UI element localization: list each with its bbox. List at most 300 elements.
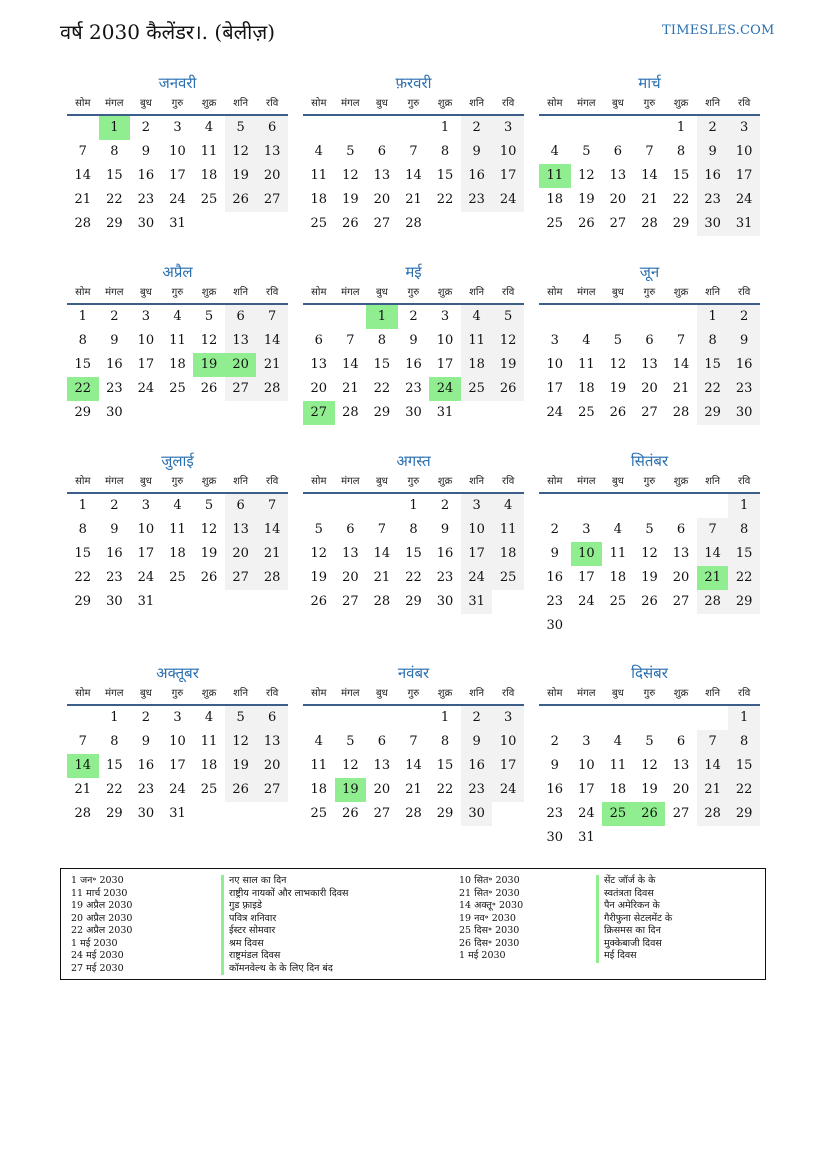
day-cell[interactable]: 6 bbox=[676, 522, 686, 537]
day-cell[interactable]: 24 bbox=[728, 188, 760, 212]
day-cell[interactable]: 9 bbox=[461, 140, 493, 164]
day-cell[interactable]: 13 bbox=[609, 168, 627, 183]
day-cell[interactable]: 11 bbox=[310, 758, 328, 773]
day-cell[interactable]: 31 bbox=[728, 212, 760, 236]
day-cell[interactable]: 15 bbox=[436, 168, 454, 183]
day-cell[interactable]: 25 bbox=[461, 377, 493, 401]
holiday-day-cell[interactable]: 19 bbox=[335, 778, 367, 802]
day-cell[interactable]: 20 bbox=[256, 164, 288, 188]
day-cell[interactable]: 27 bbox=[256, 778, 288, 802]
day-cell[interactable]: 2 bbox=[728, 305, 760, 329]
day-cell[interactable]: 15 bbox=[106, 168, 123, 183]
day-cell[interactable]: 30 bbox=[137, 806, 155, 821]
site-link[interactable]: TIMESLES.COM bbox=[662, 23, 775, 38]
day-cell[interactable]: 31 bbox=[169, 216, 186, 231]
day-cell[interactable]: 28 bbox=[74, 216, 92, 231]
holiday-day-cell[interactable]: 11 bbox=[539, 164, 571, 188]
day-cell[interactable]: 1 bbox=[697, 305, 729, 329]
day-cell[interactable]: 25 bbox=[169, 381, 186, 396]
day-cell[interactable]: 16 bbox=[546, 570, 564, 585]
day-cell[interactable]: 24 bbox=[578, 806, 595, 821]
holiday-day-cell[interactable]: 25 bbox=[602, 802, 634, 826]
day-cell[interactable]: 4 bbox=[550, 144, 559, 159]
day-cell[interactable]: 14 bbox=[641, 168, 658, 183]
day-cell[interactable]: 26 bbox=[609, 405, 627, 420]
day-cell[interactable]: 9 bbox=[697, 140, 729, 164]
day-cell[interactable]: 25 bbox=[310, 806, 328, 821]
day-cell[interactable]: 21 bbox=[641, 192, 658, 207]
day-cell[interactable]: 16 bbox=[461, 164, 493, 188]
day-cell[interactable]: 5 bbox=[225, 706, 257, 730]
day-cell[interactable]: 21 bbox=[256, 542, 288, 566]
day-cell[interactable]: 22 bbox=[436, 782, 454, 797]
day-cell[interactable]: 18 bbox=[461, 353, 493, 377]
day-cell[interactable]: 9 bbox=[110, 333, 119, 348]
day-cell[interactable]: 19 bbox=[225, 164, 257, 188]
day-cell[interactable]: 22 bbox=[106, 782, 123, 797]
day-cell[interactable]: 20 bbox=[641, 381, 658, 396]
day-cell[interactable]: 7 bbox=[697, 730, 729, 754]
day-cell[interactable]: 14 bbox=[405, 168, 422, 183]
day-cell[interactable]: 13 bbox=[256, 730, 288, 754]
day-cell[interactable]: 19 bbox=[641, 570, 658, 585]
day-cell[interactable]: 20 bbox=[373, 782, 391, 797]
day-cell[interactable]: 23 bbox=[546, 806, 564, 821]
day-cell[interactable]: 3 bbox=[141, 309, 151, 324]
day-cell[interactable]: 24 bbox=[546, 405, 564, 420]
day-cell[interactable]: 31 bbox=[578, 830, 595, 845]
day-cell[interactable]: 9 bbox=[141, 734, 151, 749]
day-cell[interactable]: 17 bbox=[137, 546, 155, 561]
day-cell[interactable]: 17 bbox=[492, 754, 524, 778]
day-cell[interactable]: 13 bbox=[225, 518, 257, 542]
day-cell[interactable]: 26 bbox=[310, 594, 328, 609]
day-cell[interactable]: 12 bbox=[342, 168, 359, 183]
day-cell[interactable]: 22 bbox=[405, 570, 422, 585]
day-cell[interactable]: 16 bbox=[137, 758, 155, 773]
day-cell[interactable]: 27 bbox=[672, 594, 690, 609]
day-cell[interactable]: 10 bbox=[436, 333, 454, 348]
day-cell[interactable]: 17 bbox=[436, 357, 454, 372]
day-cell[interactable]: 11 bbox=[200, 734, 218, 749]
day-cell[interactable]: 20 bbox=[310, 381, 328, 396]
day-cell[interactable]: 4 bbox=[613, 734, 623, 749]
day-cell[interactable]: 25 bbox=[609, 594, 627, 609]
day-cell[interactable]: 10 bbox=[169, 144, 186, 159]
day-cell[interactable]: 3 bbox=[440, 309, 450, 324]
day-cell[interactable]: 18 bbox=[169, 546, 186, 561]
day-cell[interactable]: 2 bbox=[409, 309, 418, 324]
day-cell[interactable]: 12 bbox=[492, 329, 524, 353]
day-cell[interactable]: 2 bbox=[141, 120, 151, 135]
day-cell[interactable]: 2 bbox=[550, 734, 559, 749]
day-cell[interactable]: 8 bbox=[78, 522, 87, 537]
day-cell[interactable]: 11 bbox=[578, 357, 595, 372]
day-cell[interactable]: 25 bbox=[200, 192, 218, 207]
day-cell[interactable]: 3 bbox=[492, 706, 524, 730]
day-cell[interactable]: 25 bbox=[546, 216, 564, 231]
day-cell[interactable]: 29 bbox=[436, 806, 454, 821]
day-cell[interactable]: 29 bbox=[74, 405, 92, 420]
day-cell[interactable]: 19 bbox=[310, 570, 328, 585]
day-cell[interactable]: 4 bbox=[173, 498, 182, 513]
day-cell[interactable]: 13 bbox=[641, 357, 658, 372]
day-cell[interactable]: 26 bbox=[225, 188, 257, 212]
day-cell[interactable]: 13 bbox=[373, 168, 391, 183]
day-cell[interactable]: 28 bbox=[74, 806, 92, 821]
day-cell[interactable]: 30 bbox=[546, 830, 564, 845]
day-cell[interactable]: 1 bbox=[676, 120, 686, 135]
day-cell[interactable]: 3 bbox=[461, 494, 493, 518]
day-cell[interactable]: 16 bbox=[697, 164, 729, 188]
day-cell[interactable]: 21 bbox=[405, 192, 422, 207]
day-cell[interactable]: 23 bbox=[728, 377, 760, 401]
day-cell[interactable]: 29 bbox=[373, 405, 391, 420]
day-cell[interactable]: 5 bbox=[582, 144, 591, 159]
day-cell[interactable]: 4 bbox=[461, 305, 493, 329]
day-cell[interactable]: 30 bbox=[546, 618, 564, 633]
holiday-day-cell[interactable]: 27 bbox=[303, 401, 335, 425]
day-cell[interactable]: 13 bbox=[225, 329, 257, 353]
day-cell[interactable]: 8 bbox=[728, 730, 760, 754]
day-cell[interactable]: 16 bbox=[436, 546, 454, 561]
day-cell[interactable]: 4 bbox=[204, 710, 214, 725]
day-cell[interactable]: 22 bbox=[697, 377, 729, 401]
day-cell[interactable]: 17 bbox=[169, 168, 186, 183]
day-cell[interactable]: 25 bbox=[310, 216, 328, 231]
day-cell[interactable]: 1 bbox=[110, 710, 119, 725]
day-cell[interactable]: 7 bbox=[256, 305, 288, 329]
day-cell[interactable]: 15 bbox=[697, 353, 729, 377]
day-cell[interactable]: 28 bbox=[672, 405, 690, 420]
day-cell[interactable]: 6 bbox=[377, 734, 387, 749]
day-cell[interactable]: 5 bbox=[645, 522, 654, 537]
day-cell[interactable]: 9 bbox=[110, 522, 119, 537]
day-cell[interactable]: 19 bbox=[641, 782, 658, 797]
day-cell[interactable]: 8 bbox=[110, 734, 119, 749]
day-cell[interactable]: 2 bbox=[141, 710, 151, 725]
day-cell[interactable]: 23 bbox=[461, 188, 493, 212]
day-cell[interactable]: 21 bbox=[342, 381, 359, 396]
day-cell[interactable]: 6 bbox=[676, 734, 686, 749]
holiday-day-cell[interactable]: 20 bbox=[225, 353, 257, 377]
day-cell[interactable]: 19 bbox=[342, 192, 359, 207]
day-cell[interactable]: 6 bbox=[645, 333, 654, 348]
day-cell[interactable]: 31 bbox=[169, 806, 186, 821]
day-cell[interactable]: 23 bbox=[137, 192, 155, 207]
day-cell[interactable]: 5 bbox=[225, 116, 257, 140]
day-cell[interactable]: 27 bbox=[225, 566, 257, 590]
day-cell[interactable]: 24 bbox=[169, 192, 186, 207]
day-cell[interactable]: 10 bbox=[578, 758, 595, 773]
day-cell[interactable]: 22 bbox=[672, 192, 690, 207]
day-cell[interactable]: 26 bbox=[342, 806, 359, 821]
day-cell[interactable]: 24 bbox=[169, 782, 186, 797]
day-cell[interactable]: 28 bbox=[697, 802, 729, 826]
day-cell[interactable]: 30 bbox=[405, 405, 422, 420]
day-cell[interactable]: 8 bbox=[377, 333, 387, 348]
day-cell[interactable]: 29 bbox=[697, 401, 729, 425]
day-cell[interactable]: 10 bbox=[728, 140, 760, 164]
day-cell[interactable]: 26 bbox=[342, 216, 359, 231]
day-cell[interactable]: 19 bbox=[578, 192, 595, 207]
day-cell[interactable]: 21 bbox=[697, 778, 729, 802]
day-cell[interactable]: 6 bbox=[346, 522, 355, 537]
day-cell[interactable]: 28 bbox=[256, 566, 288, 590]
day-cell[interactable]: 22 bbox=[373, 381, 391, 396]
day-cell[interactable]: 17 bbox=[578, 782, 595, 797]
day-cell[interactable]: 23 bbox=[137, 782, 155, 797]
day-cell[interactable]: 6 bbox=[613, 144, 623, 159]
day-cell[interactable]: 30 bbox=[436, 594, 454, 609]
day-cell[interactable]: 18 bbox=[200, 758, 218, 773]
day-cell[interactable]: 19 bbox=[200, 546, 218, 561]
day-cell[interactable]: 12 bbox=[609, 357, 627, 372]
day-cell[interactable]: 23 bbox=[436, 570, 454, 585]
day-cell[interactable]: 20 bbox=[609, 192, 627, 207]
day-cell[interactable]: 10 bbox=[461, 518, 493, 542]
day-cell[interactable]: 15 bbox=[74, 357, 92, 372]
day-cell[interactable]: 12 bbox=[200, 522, 218, 537]
day-cell[interactable]: 28 bbox=[405, 216, 422, 231]
day-cell[interactable]: 20 bbox=[672, 570, 690, 585]
day-cell[interactable]: 26 bbox=[200, 381, 218, 396]
day-cell[interactable]: 30 bbox=[697, 212, 729, 236]
holiday-day-cell[interactable]: 21 bbox=[697, 566, 729, 590]
day-cell[interactable]: 13 bbox=[310, 357, 328, 372]
holiday-day-cell[interactable]: 22 bbox=[67, 377, 99, 401]
day-cell[interactable]: 29 bbox=[728, 802, 760, 826]
day-cell[interactable]: 20 bbox=[373, 192, 391, 207]
day-cell[interactable]: 19 bbox=[492, 353, 524, 377]
day-cell[interactable]: 17 bbox=[492, 164, 524, 188]
holiday-day-cell[interactable]: 1 bbox=[99, 116, 131, 140]
day-cell[interactable]: 16 bbox=[405, 357, 422, 372]
day-cell[interactable]: 8 bbox=[78, 333, 87, 348]
day-cell[interactable]: 7 bbox=[256, 494, 288, 518]
day-cell[interactable]: 4 bbox=[314, 144, 323, 159]
day-cell[interactable]: 6 bbox=[256, 116, 288, 140]
day-cell[interactable]: 4 bbox=[204, 120, 214, 135]
day-cell[interactable]: 20 bbox=[342, 570, 359, 585]
day-cell[interactable]: 17 bbox=[137, 357, 155, 372]
day-cell[interactable]: 12 bbox=[310, 546, 328, 561]
day-cell[interactable]: 26 bbox=[225, 778, 257, 802]
day-cell[interactable]: 7 bbox=[346, 333, 355, 348]
day-cell[interactable]: 22 bbox=[74, 570, 92, 585]
day-cell[interactable]: 27 bbox=[256, 188, 288, 212]
day-cell[interactable]: 7 bbox=[676, 333, 686, 348]
day-cell[interactable]: 15 bbox=[728, 542, 760, 566]
day-cell[interactable]: 8 bbox=[409, 522, 418, 537]
day-cell[interactable]: 12 bbox=[342, 758, 359, 773]
day-cell[interactable]: 28 bbox=[697, 590, 729, 614]
day-cell[interactable]: 26 bbox=[641, 594, 658, 609]
day-cell[interactable]: 21 bbox=[74, 192, 92, 207]
day-cell[interactable]: 14 bbox=[697, 754, 729, 778]
day-cell[interactable]: 5 bbox=[204, 309, 214, 324]
holiday-day-cell[interactable]: 10 bbox=[571, 542, 603, 566]
day-cell[interactable]: 17 bbox=[546, 381, 564, 396]
day-cell[interactable]: 27 bbox=[672, 806, 690, 821]
day-cell[interactable]: 2 bbox=[110, 498, 119, 513]
day-cell[interactable]: 26 bbox=[578, 216, 595, 231]
day-cell[interactable]: 20 bbox=[256, 754, 288, 778]
day-cell[interactable]: 15 bbox=[373, 357, 391, 372]
day-cell[interactable]: 21 bbox=[74, 782, 92, 797]
day-cell[interactable]: 26 bbox=[492, 377, 524, 401]
day-cell[interactable]: 18 bbox=[578, 381, 595, 396]
day-cell[interactable]: 18 bbox=[200, 168, 218, 183]
day-cell[interactable]: 17 bbox=[578, 570, 595, 585]
day-cell[interactable]: 27 bbox=[641, 405, 658, 420]
day-cell[interactable]: 31 bbox=[461, 590, 493, 614]
day-cell[interactable]: 29 bbox=[106, 216, 123, 231]
day-cell[interactable]: 16 bbox=[461, 754, 493, 778]
day-cell[interactable]: 24 bbox=[492, 778, 524, 802]
day-cell[interactable]: 10 bbox=[546, 357, 564, 372]
day-cell[interactable]: 11 bbox=[169, 333, 186, 348]
day-cell[interactable]: 1 bbox=[78, 309, 87, 324]
day-cell[interactable]: 16 bbox=[106, 546, 123, 561]
day-cell[interactable]: 11 bbox=[609, 758, 627, 773]
day-cell[interactable]: 25 bbox=[200, 782, 218, 797]
day-cell[interactable]: 11 bbox=[492, 518, 524, 542]
day-cell[interactable]: 7 bbox=[697, 518, 729, 542]
day-cell[interactable]: 31 bbox=[436, 405, 454, 420]
day-cell[interactable]: 2 bbox=[461, 116, 493, 140]
day-cell[interactable]: 10 bbox=[169, 734, 186, 749]
day-cell[interactable]: 20 bbox=[225, 542, 257, 566]
day-cell[interactable]: 12 bbox=[225, 730, 257, 754]
day-cell[interactable]: 14 bbox=[256, 518, 288, 542]
day-cell[interactable]: 5 bbox=[346, 144, 355, 159]
day-cell[interactable]: 4 bbox=[492, 494, 524, 518]
day-cell[interactable]: 8 bbox=[440, 734, 450, 749]
day-cell[interactable]: 12 bbox=[641, 758, 658, 773]
day-cell[interactable]: 3 bbox=[582, 522, 591, 537]
holiday-day-cell[interactable]: 26 bbox=[634, 802, 666, 826]
day-cell[interactable]: 29 bbox=[405, 594, 422, 609]
day-cell[interactable]: 14 bbox=[373, 546, 391, 561]
day-cell[interactable]: 10 bbox=[137, 333, 155, 348]
day-cell[interactable]: 15 bbox=[728, 754, 760, 778]
day-cell[interactable]: 23 bbox=[697, 188, 729, 212]
day-cell[interactable]: 11 bbox=[609, 546, 627, 561]
day-cell[interactable]: 30 bbox=[106, 405, 123, 420]
day-cell[interactable]: 3 bbox=[582, 734, 591, 749]
day-cell[interactable]: 29 bbox=[74, 594, 92, 609]
day-cell[interactable]: 5 bbox=[346, 734, 355, 749]
day-cell[interactable]: 14 bbox=[405, 758, 422, 773]
day-cell[interactable]: 6 bbox=[225, 305, 257, 329]
day-cell[interactable]: 7 bbox=[377, 522, 387, 537]
day-cell[interactable]: 3 bbox=[728, 116, 760, 140]
day-cell[interactable]: 16 bbox=[728, 353, 760, 377]
day-cell[interactable]: 18 bbox=[310, 192, 328, 207]
day-cell[interactable]: 9 bbox=[440, 522, 450, 537]
day-cell[interactable]: 7 bbox=[78, 144, 87, 159]
day-cell[interactable]: 18 bbox=[609, 782, 627, 797]
day-cell[interactable]: 19 bbox=[225, 754, 257, 778]
day-cell[interactable]: 12 bbox=[200, 333, 218, 348]
day-cell[interactable]: 27 bbox=[609, 216, 627, 231]
day-cell[interactable]: 25 bbox=[578, 405, 595, 420]
day-cell[interactable]: 3 bbox=[550, 333, 559, 348]
day-cell[interactable]: 2 bbox=[110, 309, 119, 324]
day-cell[interactable]: 5 bbox=[645, 734, 654, 749]
day-cell[interactable]: 12 bbox=[641, 546, 658, 561]
day-cell[interactable]: 31 bbox=[137, 594, 155, 609]
day-cell[interactable]: 2 bbox=[461, 706, 493, 730]
day-cell[interactable]: 23 bbox=[106, 381, 123, 396]
day-cell[interactable]: 21 bbox=[672, 381, 690, 396]
day-cell[interactable]: 25 bbox=[492, 566, 524, 590]
day-cell[interactable]: 11 bbox=[200, 144, 218, 159]
day-cell[interactable]: 1 bbox=[409, 498, 418, 513]
day-cell[interactable]: 7 bbox=[645, 144, 654, 159]
day-cell[interactable]: 3 bbox=[492, 116, 524, 140]
day-cell[interactable]: 30 bbox=[728, 401, 760, 425]
day-cell[interactable]: 23 bbox=[546, 594, 564, 609]
day-cell[interactable]: 11 bbox=[169, 522, 186, 537]
day-cell[interactable]: 24 bbox=[137, 570, 155, 585]
holiday-day-cell[interactable]: 14 bbox=[67, 754, 99, 778]
day-cell[interactable]: 6 bbox=[256, 706, 288, 730]
day-cell[interactable]: 28 bbox=[405, 806, 422, 821]
day-cell[interactable]: 16 bbox=[106, 357, 123, 372]
day-cell[interactable]: 28 bbox=[342, 405, 359, 420]
day-cell[interactable]: 1 bbox=[440, 710, 450, 725]
day-cell[interactable]: 14 bbox=[74, 168, 92, 183]
day-cell[interactable]: 28 bbox=[641, 216, 658, 231]
day-cell[interactable]: 5 bbox=[492, 305, 524, 329]
day-cell[interactable]: 3 bbox=[141, 498, 151, 513]
day-cell[interactable]: 21 bbox=[405, 782, 422, 797]
day-cell[interactable]: 21 bbox=[373, 570, 391, 585]
day-cell[interactable]: 4 bbox=[314, 734, 323, 749]
day-cell[interactable]: 27 bbox=[342, 594, 359, 609]
day-cell[interactable]: 29 bbox=[672, 216, 690, 231]
day-cell[interactable]: 9 bbox=[550, 546, 559, 561]
holiday-day-cell[interactable]: 24 bbox=[429, 377, 461, 401]
day-cell[interactable]: 9 bbox=[409, 333, 418, 348]
day-cell[interactable]: 20 bbox=[672, 782, 690, 797]
day-cell[interactable]: 9 bbox=[461, 730, 493, 754]
day-cell[interactable]: 1 bbox=[728, 494, 760, 518]
day-cell[interactable]: 30 bbox=[137, 216, 155, 231]
day-cell[interactable]: 1 bbox=[728, 706, 760, 730]
day-cell[interactable]: 18 bbox=[310, 782, 328, 797]
day-cell[interactable]: 30 bbox=[461, 802, 493, 826]
day-cell[interactable]: 30 bbox=[106, 594, 123, 609]
holiday-day-cell[interactable]: 19 bbox=[193, 353, 225, 377]
day-cell[interactable]: 13 bbox=[672, 546, 690, 561]
day-cell[interactable]: 15 bbox=[106, 758, 123, 773]
day-cell[interactable]: 13 bbox=[256, 140, 288, 164]
day-cell[interactable]: 2 bbox=[440, 498, 450, 513]
day-cell[interactable]: 14 bbox=[697, 542, 729, 566]
day-cell[interactable]: 7 bbox=[78, 734, 87, 749]
day-cell[interactable]: 24 bbox=[492, 188, 524, 212]
day-cell[interactable]: 1 bbox=[440, 120, 450, 135]
day-cell[interactable]: 17 bbox=[728, 164, 760, 188]
day-cell[interactable]: 15 bbox=[74, 546, 92, 561]
day-cell[interactable]: 6 bbox=[225, 494, 257, 518]
day-cell[interactable]: 8 bbox=[676, 144, 686, 159]
day-cell[interactable]: 14 bbox=[672, 357, 690, 372]
day-cell[interactable]: 1 bbox=[78, 498, 87, 513]
